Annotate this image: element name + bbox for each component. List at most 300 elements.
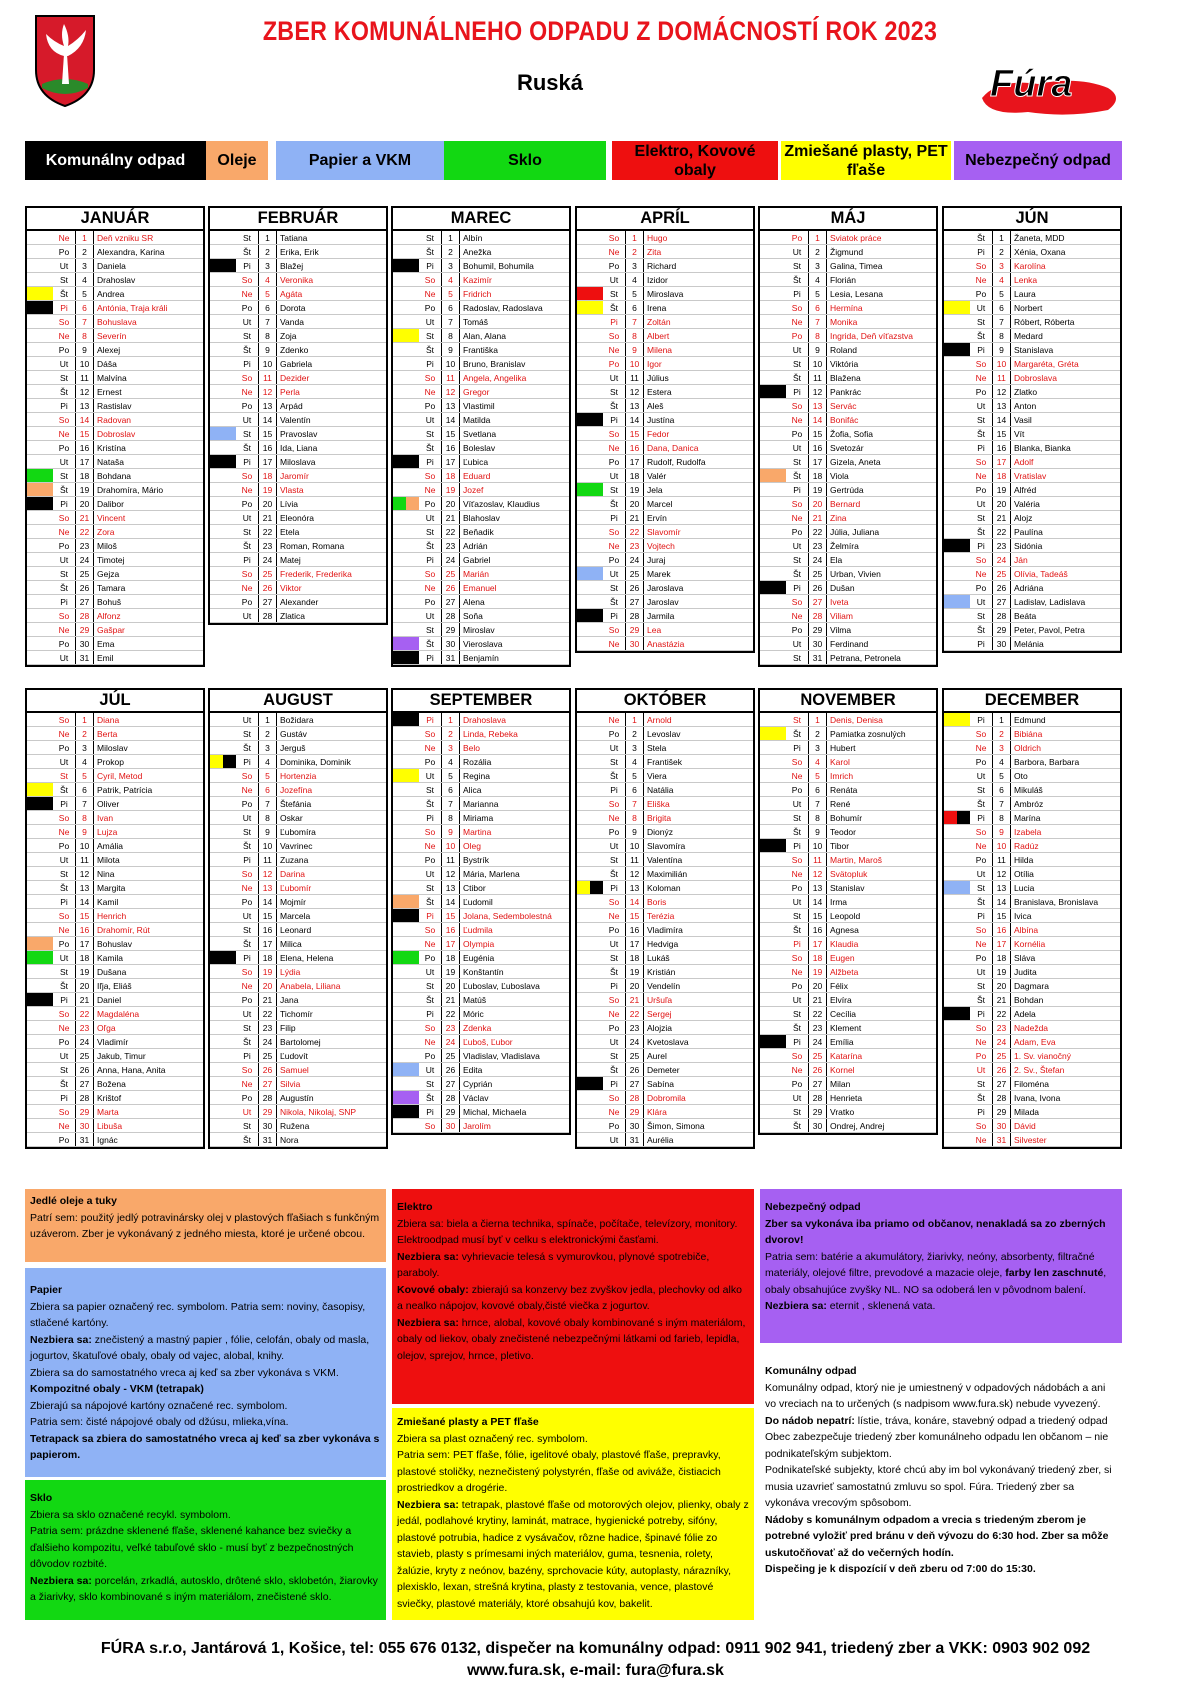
collection-marker — [27, 539, 53, 552]
day-row — [944, 609, 1120, 623]
collection-marker — [944, 811, 970, 824]
collection-marker — [393, 497, 419, 510]
day-number: 16 — [809, 923, 827, 936]
day-number: 19 — [626, 483, 644, 496]
weekday: So — [419, 469, 442, 482]
collection-marker — [210, 357, 236, 370]
name-day: Eduard — [463, 471, 491, 481]
info-papier-p5: Patria sem: čisté nápojové obaly od džúsu, mlieka,vína. — [30, 1416, 289, 1428]
day-row — [210, 727, 386, 741]
name-day: Miloš — [97, 541, 117, 551]
day-number: 24 — [809, 1035, 827, 1048]
collection-marker — [210, 741, 236, 754]
weekday: Ne — [419, 1035, 442, 1048]
day-number: 13 — [76, 399, 94, 412]
day-row — [27, 399, 203, 413]
info-kovove-label: Kovové obaly: — [397, 1283, 469, 1296]
day-row — [27, 909, 203, 923]
day-number: 28 — [442, 609, 460, 622]
day-row — [27, 455, 203, 469]
day-number: 5 — [993, 287, 1011, 300]
name-day: Ignác — [97, 1135, 118, 1145]
collection-marker — [760, 909, 786, 922]
name-day: Ervín — [647, 513, 667, 523]
collection-marker — [27, 755, 53, 768]
day-number: 18 — [76, 951, 94, 964]
day-number: 11 — [809, 371, 827, 384]
day-row — [577, 1119, 753, 1133]
collection-marker — [210, 1133, 236, 1146]
name-day: Martin, Maroš — [830, 855, 882, 865]
weekday: So — [603, 797, 626, 810]
weekday: Št — [236, 839, 259, 852]
name-day: Adriána — [1014, 583, 1044, 593]
day-number: 8 — [626, 329, 644, 342]
name-day: Hilda — [1014, 855, 1034, 865]
weekday: Št — [786, 727, 809, 740]
collection-marker — [210, 979, 236, 992]
name-day: Jarmila — [647, 611, 675, 621]
day-number: 13 — [809, 399, 827, 412]
day-number: 10 — [993, 357, 1011, 370]
collection-marker — [27, 427, 53, 440]
collection-marker — [27, 329, 53, 342]
day-number: 19 — [76, 483, 94, 496]
day-number: 22 — [626, 1007, 644, 1020]
weekday: Pi — [236, 259, 259, 272]
name-day: Žigmund — [830, 247, 864, 257]
collection-marker — [760, 1021, 786, 1034]
day-row — [760, 979, 936, 993]
weekday: So — [970, 1119, 993, 1132]
day-number: 7 — [993, 797, 1011, 810]
collection-marker — [944, 1105, 970, 1118]
weekday: Pi — [970, 909, 993, 922]
day-number: 12 — [442, 385, 460, 398]
collection-marker — [944, 483, 970, 496]
weekday: So — [786, 853, 809, 866]
name-day: Božena — [97, 1079, 126, 1089]
collection-marker — [577, 441, 603, 454]
weekday: So — [603, 623, 626, 636]
name-day: Klement — [830, 1023, 862, 1033]
day-row — [393, 1007, 569, 1021]
day-number: 29 — [809, 623, 827, 636]
weekday: Po — [53, 441, 76, 454]
collection-marker — [577, 343, 603, 356]
name-day: Lea — [647, 625, 662, 635]
footer-web: www.fura.sk, e-mail: fura@fura.sk — [467, 1662, 724, 1679]
day-row — [27, 231, 203, 245]
info-elektro-p4: zbierajú sa konzervy bez zvyškov jedla, plechovky od alko a nealko nápojov, kovové obaly,čisté viečka z jogurtov. — [397, 1283, 742, 1312]
day-number: 27 — [259, 1077, 277, 1090]
day-number: 9 — [442, 825, 460, 838]
collection-marker — [393, 637, 419, 650]
name-day: Renáta — [830, 785, 858, 795]
day-number: 7 — [259, 315, 277, 328]
collection-marker — [577, 273, 603, 286]
weekday: Št — [53, 881, 76, 894]
day-row — [210, 713, 386, 727]
day-number: 1 — [259, 713, 277, 726]
day-row — [760, 1063, 936, 1077]
day-row — [393, 385, 569, 399]
weekday: Po — [970, 951, 993, 964]
weekday: Po — [970, 1049, 993, 1062]
name-day: Soňa — [463, 611, 483, 621]
weekday: Ne — [53, 329, 76, 342]
collection-marker — [577, 259, 603, 272]
weekday: Ut — [603, 741, 626, 754]
day-number: 29 — [76, 623, 94, 636]
day-row — [393, 399, 569, 413]
day-number: 18 — [259, 469, 277, 482]
name-day: Tomáš — [463, 317, 489, 327]
weekday: So — [419, 273, 442, 286]
day-row — [210, 811, 386, 825]
collection-marker — [27, 783, 53, 796]
day-number: 11 — [993, 853, 1011, 866]
collection-marker — [393, 965, 419, 978]
day-number: 12 — [76, 867, 94, 880]
weekday: So — [786, 301, 809, 314]
day-row — [760, 371, 936, 385]
collection-marker — [27, 497, 53, 510]
weekday: Po — [53, 937, 76, 950]
collection-marker — [760, 455, 786, 468]
collection-marker — [393, 483, 419, 496]
day-row — [577, 497, 753, 511]
weekday: Pi — [786, 385, 809, 398]
collection-marker — [760, 581, 786, 594]
collection-marker — [210, 923, 236, 936]
day-row — [760, 853, 936, 867]
name-day: Ema — [97, 639, 115, 649]
day-row — [760, 797, 936, 811]
collection-marker — [27, 259, 53, 272]
collection-marker — [210, 525, 236, 538]
day-number: 2 — [259, 245, 277, 258]
name-day: Vanda — [280, 317, 304, 327]
weekday: Pi — [786, 287, 809, 300]
info-papier-p2: znečistený a mastný papier , fólie, celofán, obaly od masla, jogurtov, škatuľové obaly, obaly od vajec, alobal, knihy. — [30, 1333, 370, 1362]
day-row — [944, 581, 1120, 595]
collection-marker — [577, 1105, 603, 1118]
weekday: St — [53, 469, 76, 482]
collection-marker — [210, 301, 236, 314]
name-day: Anabela, Liliana — [280, 981, 341, 991]
day-number: 28 — [76, 1091, 94, 1104]
day-row — [27, 881, 203, 895]
name-day: Blažej — [280, 261, 304, 271]
day-row — [944, 839, 1120, 853]
collection-marker — [577, 427, 603, 440]
month-október — [575, 688, 755, 1149]
name-day: Iveta — [830, 597, 849, 607]
weekday: St — [786, 713, 809, 726]
collection-marker — [577, 455, 603, 468]
day-row — [210, 993, 386, 1007]
name-day: Ivica — [1014, 911, 1032, 921]
weekday: Po — [236, 895, 259, 908]
weekday: Po — [236, 595, 259, 608]
weekday: Pi — [53, 993, 76, 1006]
day-row — [944, 979, 1120, 993]
day-number: 16 — [442, 923, 460, 936]
name-day: Gregor — [463, 387, 490, 397]
day-number: 28 — [626, 1091, 644, 1104]
day-number: 22 — [809, 1007, 827, 1020]
day-row — [760, 1091, 936, 1105]
name-day: Gizela, Aneta — [830, 457, 881, 467]
collection-marker — [944, 539, 970, 552]
name-day: Anežka — [463, 247, 492, 257]
day-number: 21 — [442, 511, 460, 524]
day-row — [210, 923, 386, 937]
weekday: So — [53, 1007, 76, 1020]
collection-marker — [577, 755, 603, 768]
day-row — [27, 1035, 203, 1049]
day-number: 10 — [809, 357, 827, 370]
day-number: 8 — [442, 329, 460, 342]
day-number: 14 — [259, 413, 277, 426]
collection-marker — [210, 1049, 236, 1062]
day-number: 26 — [442, 581, 460, 594]
name-day: Filoména — [1014, 1079, 1049, 1089]
day-row — [210, 553, 386, 567]
weekday: Pi — [786, 937, 809, 950]
name-day: Urban, Vivien — [830, 569, 881, 579]
collection-marker — [210, 245, 236, 258]
weekday: Št — [970, 231, 993, 244]
day-number: 24 — [626, 553, 644, 566]
collection-marker — [393, 553, 419, 566]
weekday: Po — [53, 741, 76, 754]
day-number: 27 — [259, 595, 277, 608]
day-row — [760, 741, 936, 755]
day-row — [210, 937, 386, 951]
day-row — [27, 343, 203, 357]
day-row — [760, 539, 936, 553]
day-row — [393, 1063, 569, 1077]
day-row — [210, 853, 386, 867]
weekday: Ne — [53, 727, 76, 740]
weekday: Ut — [419, 1063, 442, 1076]
name-day: Olympia — [463, 939, 495, 949]
day-row — [393, 1077, 569, 1091]
collection-marker — [944, 357, 970, 370]
collection-marker — [577, 1077, 603, 1090]
name-day: Viktor — [280, 583, 302, 593]
weekday: Ut — [786, 797, 809, 810]
collection-marker — [760, 769, 786, 782]
day-number: 14 — [626, 413, 644, 426]
day-row — [210, 1035, 386, 1049]
name-day: Libuša — [97, 1121, 123, 1131]
collection-marker — [27, 231, 53, 244]
day-row — [393, 1105, 569, 1119]
weekday: So — [603, 231, 626, 244]
weekday: Ut — [419, 769, 442, 782]
day-row — [944, 595, 1120, 609]
collection-marker — [577, 797, 603, 810]
day-row — [577, 273, 753, 287]
collection-marker — [944, 315, 970, 328]
day-row — [944, 741, 1120, 755]
day-row — [210, 867, 386, 881]
weekday: Ut — [236, 811, 259, 824]
weekday: Ne — [786, 609, 809, 622]
collection-marker — [210, 273, 236, 286]
day-number: 8 — [993, 811, 1011, 824]
day-row — [577, 357, 753, 371]
weekday: Št — [786, 567, 809, 580]
weekday: St — [786, 811, 809, 824]
collection-marker — [210, 895, 236, 908]
collection-marker — [577, 483, 603, 496]
weekday: Po — [236, 497, 259, 510]
name-day: Zora — [97, 527, 115, 537]
day-row — [27, 1007, 203, 1021]
day-number: 23 — [626, 1021, 644, 1034]
weekday: Pi — [603, 881, 626, 894]
collection-marker — [577, 609, 603, 622]
name-day: Eliška — [647, 799, 670, 809]
weekday: So — [419, 371, 442, 384]
collection-marker — [27, 371, 53, 384]
name-day: Emanuel — [463, 583, 497, 593]
day-number: 26 — [259, 581, 277, 594]
day-row — [760, 881, 936, 895]
weekday: Ne — [970, 1133, 993, 1146]
weekday: St — [419, 329, 442, 342]
day-number: 22 — [442, 1007, 460, 1020]
day-row — [944, 881, 1120, 895]
day-number: 29 — [809, 1105, 827, 1118]
collection-marker — [760, 1077, 786, 1090]
day-row — [210, 539, 386, 553]
name-day: Darina — [280, 869, 306, 879]
weekday: Pi — [419, 713, 442, 726]
collection-marker — [210, 797, 236, 810]
weekday: So — [53, 713, 76, 726]
day-row — [944, 385, 1120, 399]
weekday: Pi — [419, 651, 442, 664]
day-row — [760, 727, 936, 741]
day-number: 24 — [76, 1035, 94, 1048]
day-number: 20 — [626, 497, 644, 510]
name-day: Viktória — [830, 359, 859, 369]
day-row — [944, 923, 1120, 937]
collection-marker — [944, 385, 970, 398]
collection-marker — [393, 595, 419, 608]
name-day: Božidara — [280, 715, 314, 725]
day-row — [393, 343, 569, 357]
day-row — [944, 811, 1120, 825]
collection-marker — [27, 1105, 53, 1118]
day-row — [27, 245, 203, 259]
weekday: Po — [603, 455, 626, 468]
day-number: 4 — [626, 273, 644, 286]
collection-marker — [577, 853, 603, 866]
day-number: 18 — [809, 951, 827, 964]
weekday: Pi — [419, 1105, 442, 1118]
collection-marker — [577, 245, 603, 258]
collection-marker — [944, 825, 970, 838]
name-day: Anastázia — [647, 639, 685, 649]
weekday: Ut — [236, 1105, 259, 1118]
info-elektro — [392, 1189, 754, 1404]
day-number: 6 — [76, 301, 94, 314]
day-row — [393, 651, 569, 665]
month-title: JANUÁR — [27, 208, 203, 231]
info-nebezpecny-title: Nebezpečný odpad — [765, 1201, 861, 1213]
day-number: 24 — [993, 1035, 1011, 1048]
legend-item-3: Sklo — [444, 141, 606, 180]
day-row — [27, 539, 203, 553]
name-day: 1. Sv. vianočný — [1014, 1051, 1072, 1061]
day-number: 22 — [76, 1007, 94, 1020]
day-row — [944, 343, 1120, 357]
day-number: 6 — [259, 783, 277, 796]
weekday: So — [236, 867, 259, 880]
weekday: Po — [603, 727, 626, 740]
collection-marker — [210, 769, 236, 782]
weekday: St — [786, 909, 809, 922]
name-day: Vladislav, Vladislava — [463, 1051, 540, 1061]
day-row — [944, 483, 1120, 497]
name-day: Bonifác — [830, 415, 859, 425]
day-row — [210, 769, 386, 783]
day-number: 29 — [626, 1105, 644, 1118]
collection-marker — [27, 1133, 53, 1146]
collection-marker — [944, 937, 970, 950]
info-papier-p4: Zbierajú sa nápojové kartóny označené rec. symbolom. — [30, 1399, 288, 1412]
name-day: Ľubica — [463, 457, 489, 467]
legend-item-0: Komunálny odpad — [25, 141, 206, 180]
collection-marker — [944, 441, 970, 454]
day-number: 16 — [76, 441, 94, 454]
weekday: Ut — [603, 371, 626, 384]
day-row — [27, 993, 203, 1007]
day-row — [27, 469, 203, 483]
collection-marker — [760, 1007, 786, 1020]
info-nebezpecny-p2a: Patria sem: batérie a akumulátory, žiarivky, neóny, absorbenty, filtračné materiály, olejové filtre, prevodové a mazacie oleje, — [765, 1250, 1095, 1279]
day-row — [760, 273, 936, 287]
collection-marker — [27, 769, 53, 782]
month-júl — [25, 688, 205, 1149]
day-number: 13 — [626, 399, 644, 412]
day-row — [393, 245, 569, 259]
weekday: Ne — [419, 741, 442, 754]
day-row — [577, 245, 753, 259]
name-day: Anton — [1014, 401, 1037, 411]
info-nebezpecny-p2c: , obaly obsahujúce zvyšky NL. NO sa odoberá len v pôvodnom balení. — [765, 1267, 1107, 1296]
collection-marker — [27, 301, 53, 314]
collection-marker — [944, 1063, 970, 1076]
collection-marker — [577, 951, 603, 964]
day-number: 1 — [809, 231, 827, 244]
day-row — [393, 427, 569, 441]
name-day: Lujza — [97, 827, 118, 837]
day-row — [577, 1091, 753, 1105]
page-title: ZBER KOMUNÁLNEHO ODPADU Z DOMÁCNOSTÍ ROK 2023 — [262, 16, 938, 46]
name-day: Milica — [280, 939, 302, 949]
collection-marker — [210, 951, 236, 964]
day-row — [760, 357, 936, 371]
weekday: St — [53, 867, 76, 880]
collection-marker — [393, 511, 419, 524]
